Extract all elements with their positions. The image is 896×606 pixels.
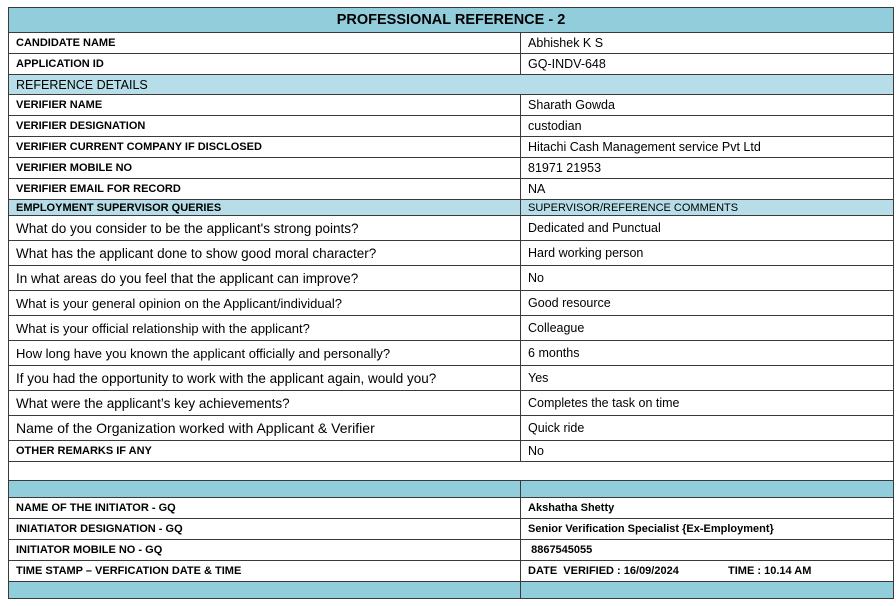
other-remarks-label: OTHER REMARKS IF ANY (9, 441, 521, 462)
comments-header: SUPERVISOR/REFERENCE COMMENTS (521, 200, 894, 216)
candidate-name-value: Abhishek K S (521, 33, 894, 54)
initiator-name-value: Akshatha Shetty (521, 498, 894, 519)
verified-date: DATE VERIFIED : 16/09/2024 (528, 565, 679, 577)
query-answer: Yes (521, 366, 894, 391)
initiator-mobile-value: 8867545055 (521, 540, 894, 561)
queries-header: EMPLOYMENT SUPERVISOR QUERIES (9, 200, 521, 216)
query-question: If you had the opportunity to work with the applicant again, would you? (9, 366, 521, 391)
reference-details-heading: REFERENCE DETAILS (9, 75, 894, 95)
query-question: What were the applicant’s key achievements? (9, 391, 521, 416)
separator-bar (521, 582, 894, 599)
query-question: What is your general opinion on the Applicant/individual? (9, 291, 521, 316)
verifier-mobile-label: VERIFIER MOBILE NO (9, 158, 521, 179)
form-title: PROFESSIONAL REFERENCE - 2 (9, 8, 894, 33)
application-id-label: APPLICATION ID (9, 54, 521, 75)
initiator-mobile-label: INITIATOR MOBILE NO - GQ (9, 540, 521, 561)
query-question: Name of the Organization worked with Applicant & Verifier (9, 416, 521, 441)
timestamp-value (521, 561, 894, 582)
query-question: What do you consider to be the applicant's strong points? (9, 216, 521, 241)
candidate-name-label: CANDIDATE NAME (9, 33, 521, 54)
verifier-mobile-value: 81971 21953 (521, 158, 894, 179)
verifier-designation-value: custodian (521, 116, 894, 137)
separator-bar (9, 582, 521, 599)
verifier-designation-label: VERIFIER DESIGNATION (9, 116, 521, 137)
query-answer: No (521, 266, 894, 291)
query-answer: Completes the task on time (521, 391, 894, 416)
query-question: In what areas do you feel that the applicant can improve? (9, 266, 521, 291)
query-answer: Hard working person (521, 241, 894, 266)
verifier-company-value: Hitachi Cash Management service Pvt Ltd (521, 137, 894, 158)
verifier-email-value: NA (521, 179, 894, 200)
blank-row (9, 462, 894, 481)
query-answer: 6 months (521, 341, 894, 366)
query-question: What is your official relationship with the applicant? (9, 316, 521, 341)
query-answer: Colleague (521, 316, 894, 341)
verifier-email-label: VERIFIER EMAIL FOR RECORD (9, 179, 521, 200)
verifier-company-label: VERIFIER CURRENT COMPANY IF DISCLOSED (9, 137, 521, 158)
query-answer: Quick ride (521, 416, 894, 441)
query-question: How long have you known the applicant officially and personally? (9, 341, 521, 366)
initiator-name-label: NAME OF THE INITIATOR - GQ (9, 498, 521, 519)
query-answer: Good resource (521, 291, 894, 316)
separator-bar (521, 481, 894, 498)
query-question: What has the applicant done to show good moral character? (9, 241, 521, 266)
verifier-name-value: Sharath Gowda (521, 95, 894, 116)
timestamp-label: TIME STAMP – VERFICATION DATE & TIME (9, 561, 521, 582)
initiator-designation-label: INIATIATOR DESIGNATION - GQ (9, 519, 521, 540)
application-id-value: GQ-INDV-648 (521, 54, 894, 75)
separator-bar (9, 481, 521, 498)
verifier-name-label: VERIFIER NAME (9, 95, 521, 116)
verified-time: TIME : 10.14 AM (728, 565, 812, 577)
query-answer: Dedicated and Punctual (521, 216, 894, 241)
reference-form (8, 7, 894, 599)
other-remarks-value: No (521, 441, 894, 462)
initiator-designation-value: Senior Verification Specialist {Ex-Employment} (521, 519, 894, 540)
